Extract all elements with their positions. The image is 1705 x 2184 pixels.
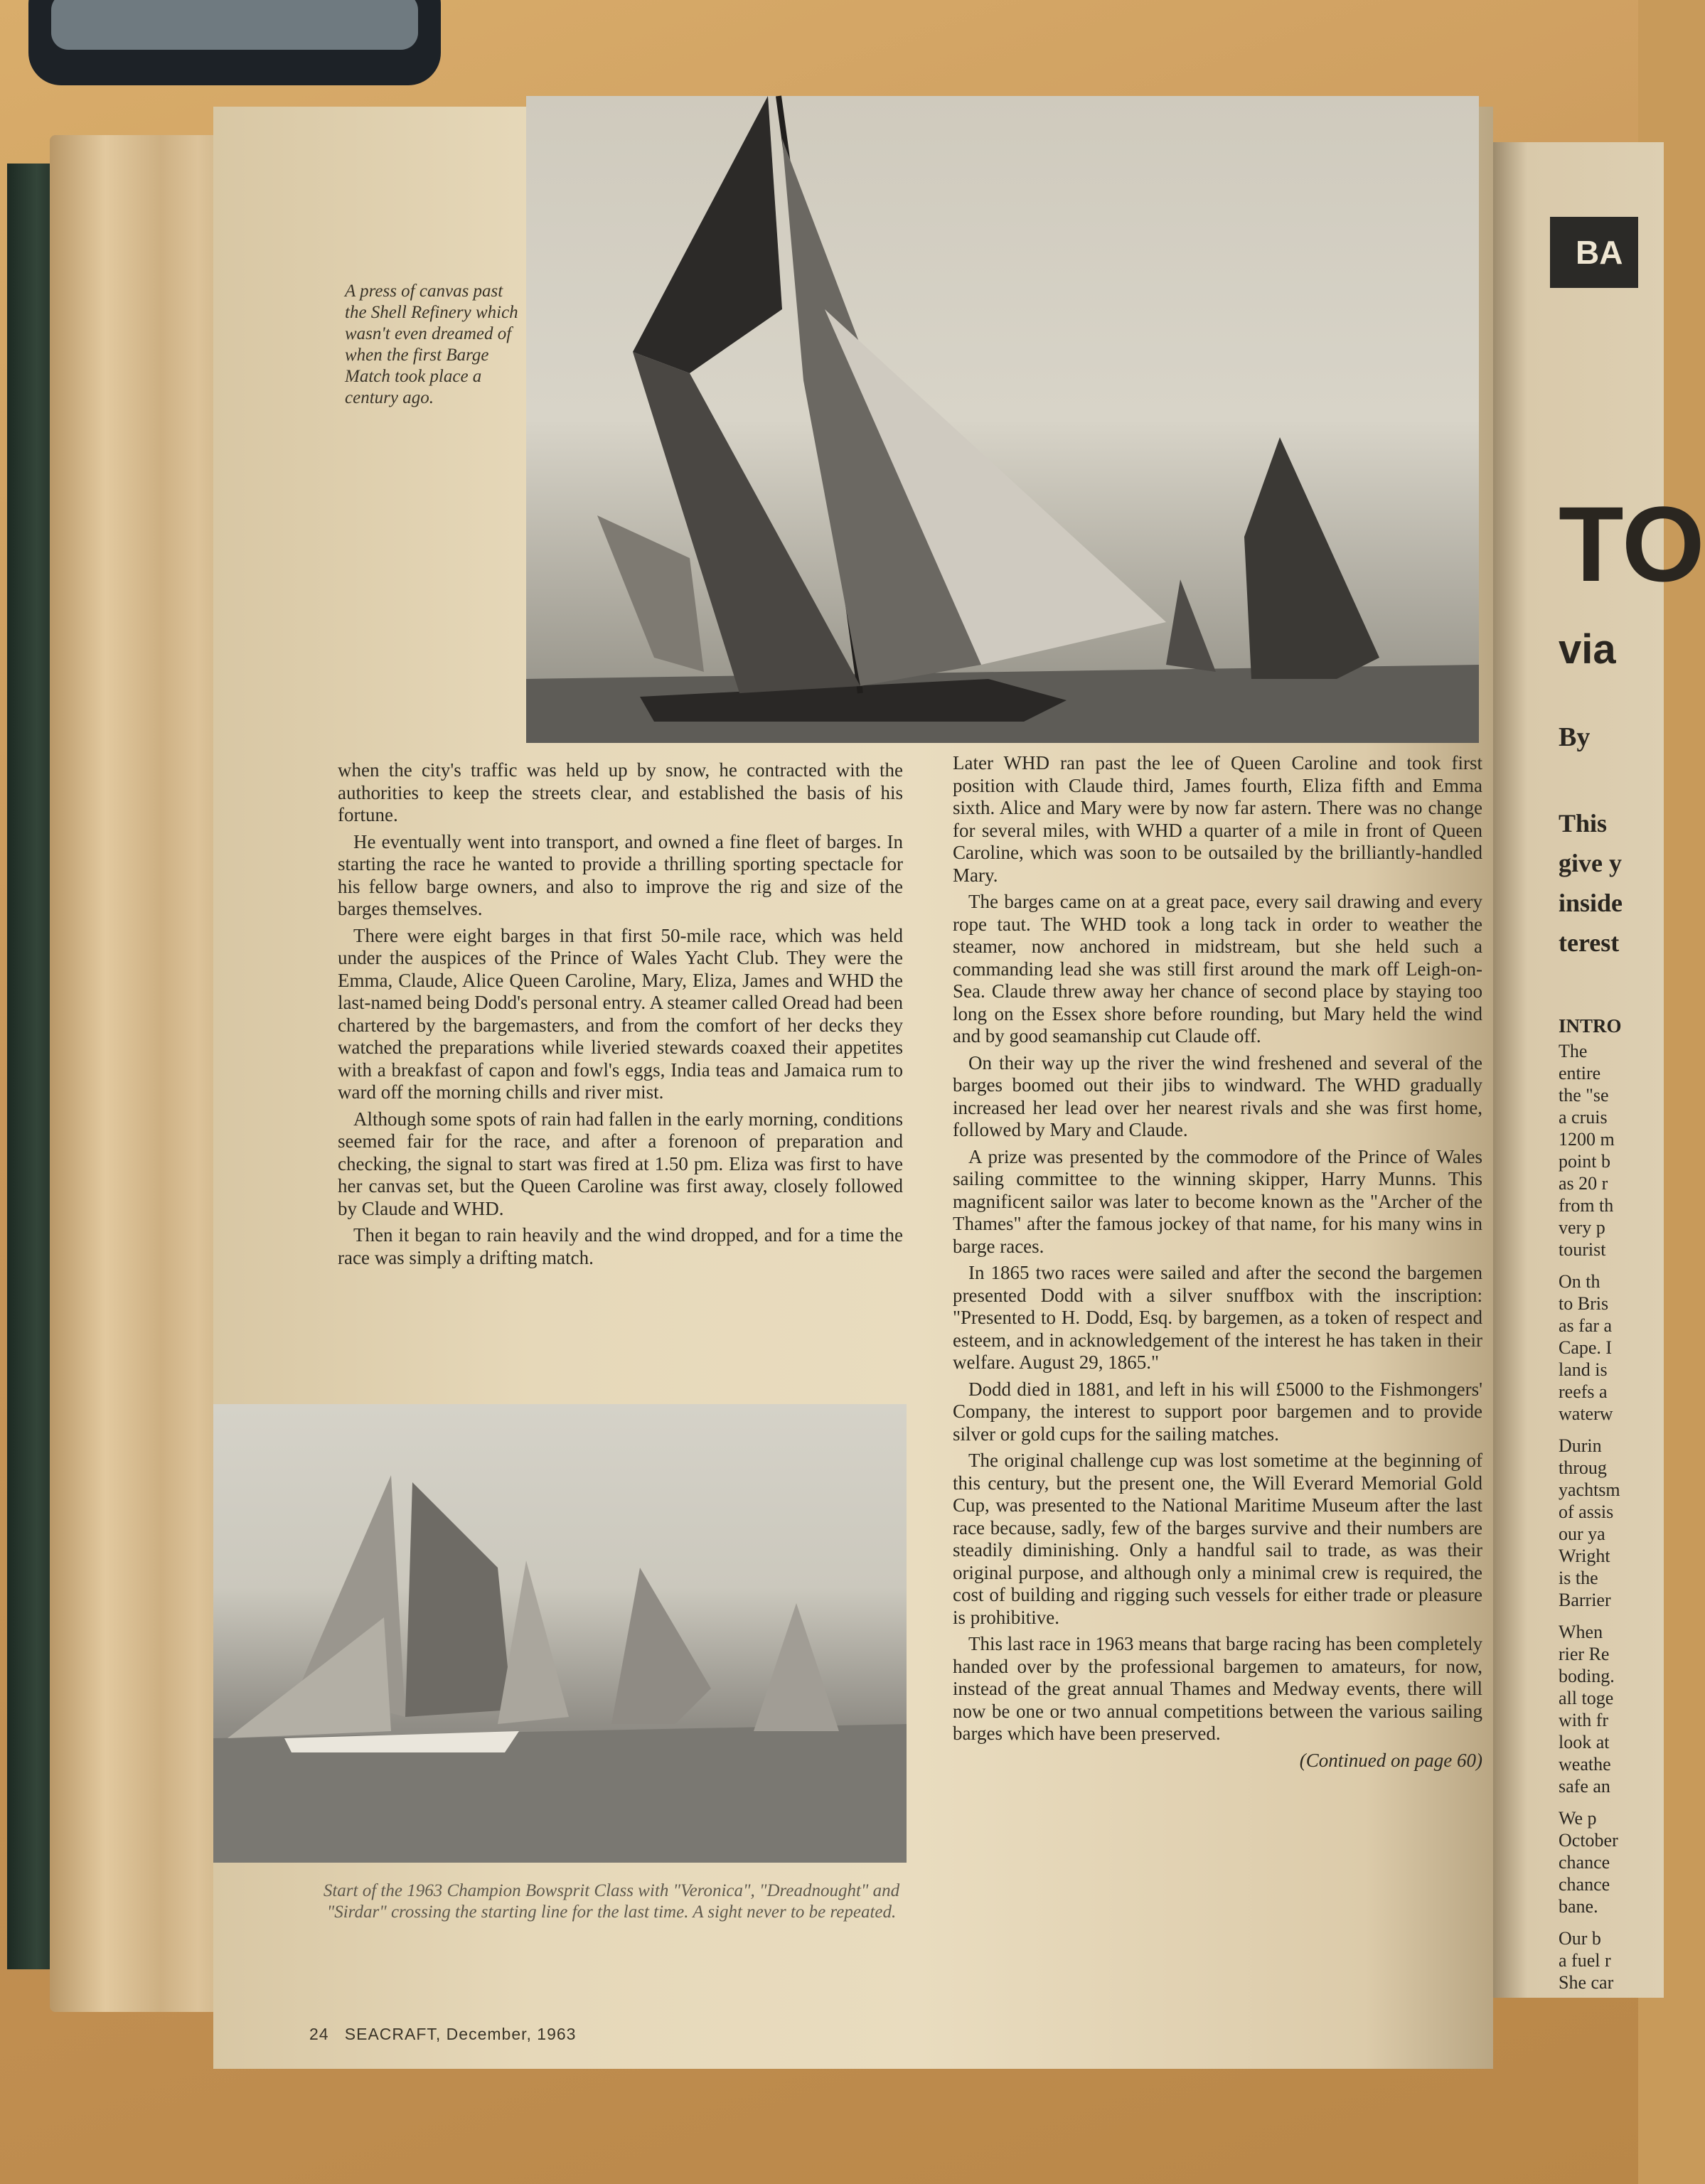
right-page-byline: By <box>1559 722 1591 752</box>
right-page-line <box>1559 1611 1622 1621</box>
right-page-line: from th <box>1559 1195 1614 1216</box>
right-page-line <box>1559 1425 1622 1435</box>
right-page-line: On th <box>1559 1271 1600 1292</box>
right-page-line: very p <box>1559 1217 1605 1238</box>
left-paragraph: when the city's traffic was held up by snow, he contracted with the authorities to keep the streets clear, and established the basis of his fortune. <box>338 759 903 825</box>
right-page-line: point b <box>1559 1151 1610 1172</box>
right-page-line: Wright <box>1559 1546 1610 1566</box>
right-page-line: boding. <box>1559 1666 1615 1686</box>
page-footer <box>309 2025 576 2044</box>
right-paragraph: This last race in 1963 means that barge racing has been completely handed over by the professional bargemen to amateurs, for now, instead of the great annual Thames and Medway events, there will now be one or two annual competitions between the various sailing barges which have been preserved. <box>953 1633 1483 1744</box>
right-page-line: the "se <box>1559 1085 1609 1106</box>
right-page-line: Barrier <box>1559 1590 1611 1610</box>
right-page-line: bane. <box>1559 1896 1598 1917</box>
left-paragraph: He eventually went into transport, and owned a fine fleet of barges. In starting the race he wanted to provide a thrilling sporting spectacle for his fellow barge owners, and also to improve the rig and size of the barges themselves. <box>338 830 903 919</box>
right-page-line: throug <box>1559 1457 1607 1478</box>
right-page-section-head: INTRO <box>1559 1015 1622 1037</box>
continued-note: (Continued on page 60) <box>1299 1749 1482 1771</box>
right-paragraph: Dodd died in 1881, and left in his will £5000 to the Fishmongers' Company, the interest to support poor bargemen and to provide silver or gold cups for the sailing matches. <box>953 1378 1482 1445</box>
right-page-line: When <box>1559 1622 1603 1642</box>
phone-device <box>28 0 441 85</box>
right-page-line: Our b <box>1559 1928 1601 1949</box>
right-page-line: yachtsm <box>1559 1479 1620 1500</box>
article-left-column <box>338 759 903 1273</box>
right-page-line <box>1559 1260 1622 1270</box>
right-page-line: is the <box>1559 1568 1598 1588</box>
right-page-line: a fuel r <box>1559 1950 1611 1971</box>
right-page-banner: BA <box>1550 217 1638 288</box>
right-page-line: chance <box>1559 1852 1610 1873</box>
right-paragraph: On their way up the river the wind freshened and several of the barges boomed out their jibs to windward. The WHD gradually increased her lead over her nearest rivals and she was first home, followed by Mary and Claude. <box>953 1051 1482 1140</box>
right-page-line: tourist <box>1559 1239 1606 1260</box>
right-page-line: all toge <box>1559 1688 1614 1708</box>
right-page-line: The <box>1559 1041 1588 1061</box>
right-page-title: TO <box>1559 484 1705 604</box>
intro-line: This <box>1559 809 1608 837</box>
intro-line: terest <box>1559 928 1620 957</box>
left-paragraph: Although some spots of rain had fallen in the early morning, conditions seemed fair for the race, and after a forenoon of preparation and checking, the signal to start was fired at 1.50 pm. Eliza was first to have her canvas set, but the Queen Caroline was first away, closely followed by Claude and WHD. <box>338 1108 903 1219</box>
right-page-line: with fr <box>1559 1710 1609 1730</box>
right-paragraph: The barges came on at a great pace, every sail drawing and every rope taut. The WHD took a long tack in order to weather the steamer, now anchored in midstream, but she held such a commanding lead she was still first around the mark off Leigh-on-Sea. Claude threw away her chance of second place by staying too long on the Essex shore before rounding, but Mary held the wind and by good seamanship cut Claude off. <box>953 891 1482 1046</box>
left-paragraph: Then it began to rain heavily and the wind dropped, and for a time the race was simply a drifting match. <box>338 1224 903 1268</box>
page-number: 24 <box>309 2025 329 2043</box>
left-paragraph: There were eight barges in that first 50-mile race, which was held under the auspices of the Prince of Wales Yacht Club. They were the Emma, Claude, Alice Queen Caroline, Mary, Eliza, James and WHD the last-named being Dodd's personal entry. A steamer called Oread had been chartered by the bargemasters, and from the comfort of her decks they watched the preparations while liveried stewards coaxed their appetites with a breakfast of capon and fowl's eggs, India teas and Jamaica rum to ward off the morning chills and river mist. <box>338 924 903 1103</box>
article-right-column <box>953 752 1482 1772</box>
right-page-line: entire <box>1559 1063 1601 1083</box>
right-page-line: October <box>1559 1830 1618 1851</box>
right-page-line: to Bris <box>1559 1293 1609 1314</box>
right-page-line: our ya <box>1559 1524 1605 1544</box>
photo-1963-race-start <box>213 1404 907 1863</box>
right-page-line <box>1559 1797 1622 1807</box>
right-paragraph: In 1865 two races were sailed and after the second the bargemen presented Dodd with a silver snuffbox with the inscription: "Presented to H. Dodd, Esq. by bargemen, as a token of respect and esteem, and in acknowledgement of the interest he has taken in their welfare. August 29, 1865." <box>953 1262 1482 1373</box>
intro-line: give y <box>1559 849 1622 877</box>
right-page-line: rier Re <box>1559 1644 1610 1664</box>
right-page-line: land is <box>1559 1359 1608 1380</box>
right-page-subtitle: via <box>1559 626 1616 673</box>
right-paragraph: Later WHD ran past the lee of Queen Caroline and took first position with Claude third, James fourth, Eliza fifth and Emma sixth. Alice and Mary were by now far astern. There was no change for several miles, with WHD a quarter of a mile in front of Queen Caroline, which was soon to be outsailed by the brilliantly-handled Mary. <box>953 752 1482 886</box>
right-page-lines <box>1559 1040 1622 1993</box>
right-page-line: We p <box>1559 1808 1597 1829</box>
right-page-body <box>1559 1015 1622 1993</box>
caption-top-photo: A press of canvas past the Shell Refinery which wasn't even dreamed of when the first Barge Match took place a century ago. <box>345 282 518 407</box>
right-page-line: 1200 m <box>1559 1129 1615 1150</box>
right-paragraph: A prize was presented by the commodore of the Prince of Wales sailing committee to the winning skipper, Harry Munns. This magnificent sailor was later to become known as the "Archer of the Thames" after the famous jockey of that name, for his many wins in barge races. <box>953 1145 1482 1257</box>
right-page-intro <box>1559 803 1623 963</box>
right-paragraph: The original challenge cup was lost sometime at the beginning of this century, but the present one, the Will Everard Memorial Gold Cup, was presented to the National Maritime Museum after the last race because, sadly, few of the barges survive and their numbers are steadily diminishing. Only a handful sail to trade, as was their original purpose, and although only a minimal crew is required, the cost of building and rigging such vessels for either trade or pleasure is prohibitive. <box>953 1450 1482 1628</box>
right-page-line: of assis <box>1559 1502 1614 1522</box>
intro-line: inside <box>1559 889 1623 917</box>
publication-line: SEACRAFT, December, 1963 <box>344 2025 577 2043</box>
phone-screen <box>51 0 418 50</box>
right-page-line: chance <box>1559 1874 1610 1895</box>
right-page-line: safe an <box>1559 1776 1610 1797</box>
photo-barges-shell-refinery <box>526 96 1479 743</box>
right-page-line: Cape. I <box>1559 1337 1613 1358</box>
right-page-line: look at <box>1559 1732 1610 1752</box>
right-page-line: a cruis <box>1559 1107 1608 1128</box>
right-page-line: She car <box>1559 1972 1614 1993</box>
right-page-line: Durin <box>1559 1435 1602 1456</box>
page-edges <box>50 135 235 2012</box>
right-page-line: reefs a <box>1559 1381 1608 1402</box>
right-page-line: as 20 r <box>1559 1173 1608 1194</box>
caption-bottom-photo: Start of the 1963 Champion Bowsprit Class with "Veronica", "Dreadnought" and "Sirdar" crossing the starting line for the last time. A sight never to be repeated. <box>323 1881 900 1922</box>
right-page-line: as far a <box>1559 1315 1613 1336</box>
right-page-line <box>1559 1917 1622 1927</box>
right-page-line: weathe <box>1559 1754 1611 1774</box>
right-page-line: waterw <box>1559 1403 1613 1424</box>
